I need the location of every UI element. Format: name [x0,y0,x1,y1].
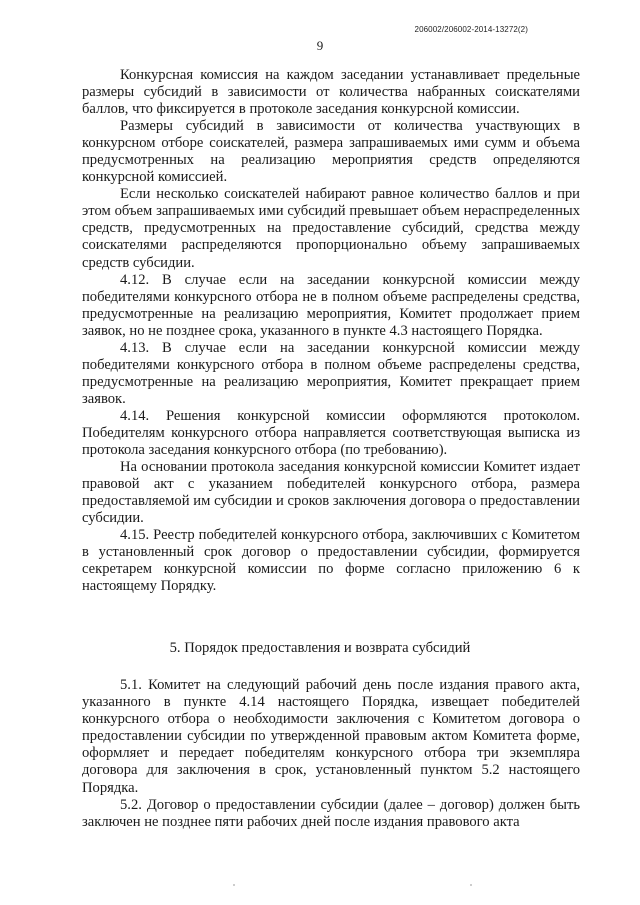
scan-artifact [470,884,472,886]
section-5-body [82,677,580,831]
paragraph-4-12: 4.12. В случае если на заседании конкурсной комиссии между победителями конкурсного отбора не в полном объеме распределены средства, предусмотренные на реализацию мероприятия, Комитет продолжает прием заявок, но не позднее срока, указанного в пункте 4.3 настоящего Порядка. [82,271,580,339]
paragraph-max-subsidy: Конкурсная комиссия на каждом заседании устанавливает предельные размеры субсидий в зависимости от количества набранных соискателями баллов, что фиксируется в протоколе заседания конкурсной комиссии. [82,67,580,118]
section-5-heading: 5. Порядок предоставления и возврата субсидий [169,640,471,656]
paragraph-subsidy-sizes: Размеры субсидий в зависимости от количества участвующих в конкурсном отборе соискателей, размера запрашиваемых ими сумм и объема предусмотренных на реализацию мероприятия средств определяются конкурсной комиссией. [82,118,580,186]
page-number: 9 [316,38,324,53]
paragraph-4-13: 4.13. В случае если на заседании конкурсной комиссии между победителями конкурсного отбора в полном объеме распределены средства, предусмотренные на реализацию мероприятия, Комитет прекращает прием заявок. [82,339,580,407]
document-id: 206002/206002-2014-13272(2) [414,25,528,34]
paragraph-5-1: 5.1. Комитет на следующий рабочий день после издания правого акта, указанного в пункте 4.14 настоящего Порядка, извещает победителей конкурсного отбора о необходимости заключения с Комитетом договора о предоставлении субсидии по утвержденной правовым актом Комитета форме, оформляет и передает победителям конкурсного отбора три экземпляра договора для заключения в срок, установленный пунктом 5.2 настоящего Порядка. [82,677,580,796]
scan-artifact [233,884,235,886]
paragraph-4-14: 4.14. Решения конкурсной комиссии оформляются протоколом. Победителям конкурсного отбора направляется соответствующая выписка из протокола заседания конкурсного отбора (по требованию). [82,407,580,459]
paragraph-5-2: 5.2. Договор о предоставлении субсидии (далее – договор) должен быть заключен не позднее пяти рабочих дней после издания правового акта [82,796,580,830]
paragraph-legal-act: На основании протокола заседания конкурсной комиссии Комитет издает правовой акт с указанием победителей конкурсного отбора, размера предоставляемой им субсидии и сроков заключения договора о предоставлении субсидии. [82,459,580,527]
paragraph-equal-scores: Если несколько соискателей набирают равное количество баллов и при этом объем запрашиваемых ими субсидий превышает объем нераспределенных средств, предусмотренных на предоставление субсидий, средства между соискателями распределяются пропорционально объему запрашиваемых средств субсидии. [82,186,580,271]
section-4-continuation [82,67,580,595]
paragraph-4-15: 4.15. Реестр победителей конкурсного отбора, заключивших с Комитетом в установленный срок договор о предоставлении субсидии, формируется секретарем конкурсной комиссии по форме согласно приложению 6 к настоящему Порядку. [82,527,580,595]
